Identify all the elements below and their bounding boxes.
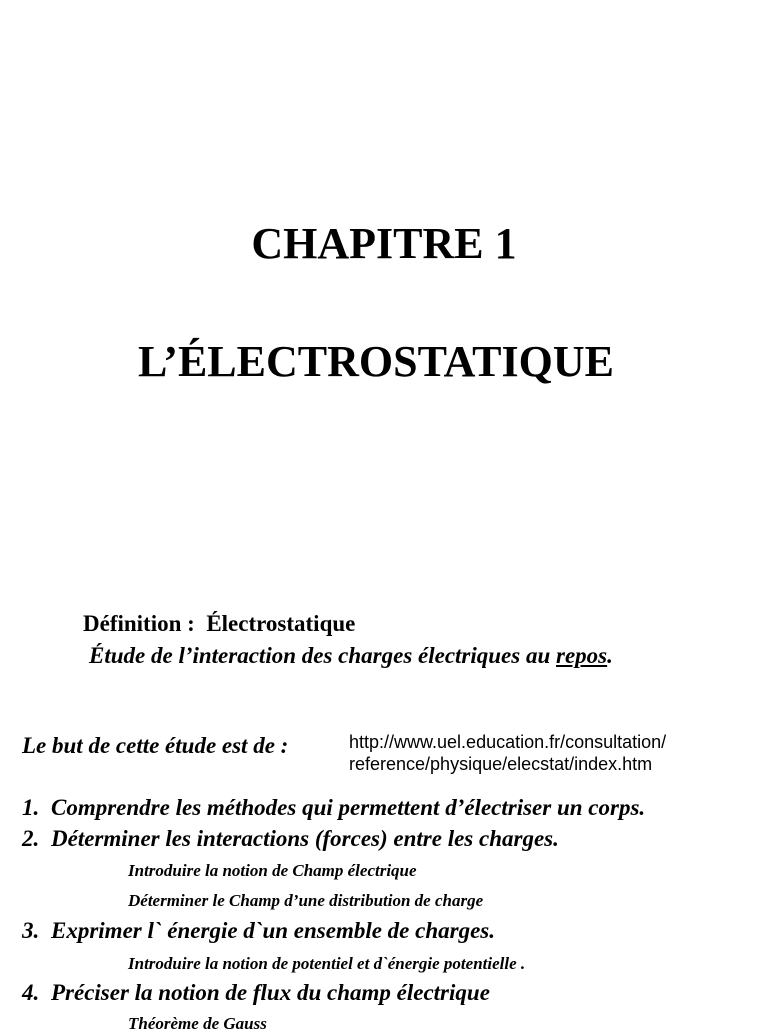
sub-item: Théorème de Gauss bbox=[128, 1014, 267, 1033]
sub-item: Introduire la notion de potentiel et d`énergie potentielle . bbox=[128, 954, 526, 973]
list-item-number: 3. bbox=[22, 918, 40, 943]
definition-line bbox=[83, 610, 355, 638]
sub-item: Introduire la notion de Champ électrique bbox=[128, 861, 417, 880]
list-item-text: Comprendre les méthodes qui permettent d’électriser un corps. bbox=[51, 795, 646, 820]
list-item-number: 4. bbox=[22, 980, 40, 1005]
list-item-text: Préciser la notion de flux du champ électrique bbox=[51, 980, 490, 1005]
chapter-title: L’ÉLECTROSTATIQUE bbox=[137, 337, 614, 386]
list-item-number: 2. bbox=[22, 826, 40, 851]
goal-intro: Le but de cette étude est de : bbox=[22, 733, 289, 758]
reference-url[interactable] bbox=[349, 731, 666, 775]
list-item-number: 1. bbox=[22, 795, 40, 820]
list-item-text: Déterminer les interactions (forces) entre les charges. bbox=[51, 826, 559, 851]
definition-text-start: Étude de l’interaction des charges électriques au bbox=[89, 643, 557, 668]
list-item bbox=[22, 825, 559, 853]
list-item bbox=[22, 979, 490, 1007]
sub-item: Déterminer le Champ d’une distribution de charge bbox=[128, 891, 484, 910]
chapter-heading: CHAPITRE 1 bbox=[251, 219, 517, 268]
definition-text-end: . bbox=[607, 643, 613, 668]
list-item bbox=[22, 917, 495, 945]
list-item-text: Exprimer l` énergie d`un ensemble de charges. bbox=[51, 918, 495, 943]
definition-text bbox=[89, 642, 613, 670]
list-item bbox=[22, 794, 645, 822]
reference-url-line-2[interactable]: reference/physique/elecstat/index.htm bbox=[349, 754, 653, 774]
definition-term: Électrostatique bbox=[206, 611, 356, 636]
definition-label: Définition : bbox=[83, 611, 195, 636]
definition-emphasis: repos bbox=[556, 643, 608, 668]
reference-url-line-1[interactable]: http://www.uel.education.fr/consultation/ bbox=[349, 732, 667, 752]
